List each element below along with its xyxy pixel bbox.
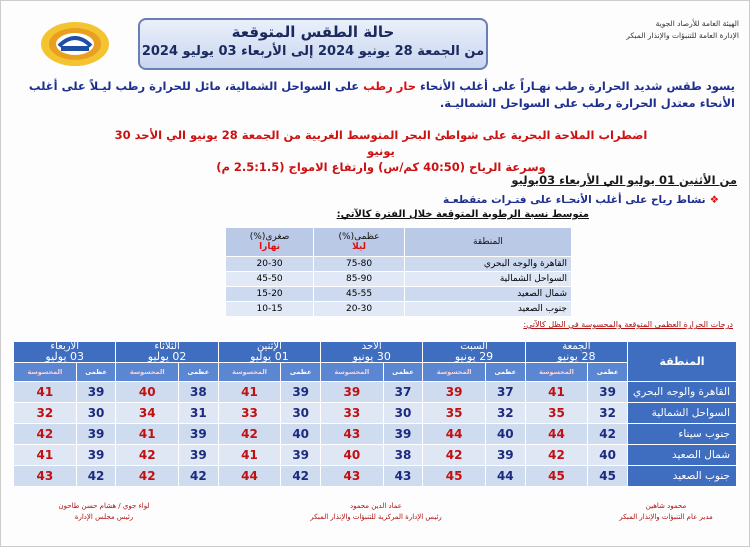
humidity-min: 20-30 [226,257,314,272]
temperature-region: السواحل الشمالية [628,403,737,424]
summary-part2: حار رطب [363,79,416,93]
table-row [226,257,572,272]
felt-label: المحسوسة [423,363,486,382]
humidity-region: جنوب الصعيد [404,302,571,317]
day-date: 03 يوليو [45,350,85,363]
max-temp: 42 [178,466,218,487]
max-temp: 42 [281,466,321,487]
felt-temp: 42 [116,466,179,487]
felt-temp: 45 [525,466,588,487]
felt-temp: 44 [525,424,588,445]
max-temp: 30 [383,403,423,424]
felt-label: المحسوسة [525,363,588,382]
temperature-col-region: المنطقة [628,342,737,382]
temperature-region: شمال الصعيد [628,445,737,466]
humidity-col-min: صغرى(%) نهارا [226,228,314,257]
table-row [14,382,737,403]
day-name: الجمعة [562,341,591,352]
table-row [14,403,737,424]
temperature-region: القاهرة والوجه البحري [628,382,737,403]
felt-temp: 42 [525,445,588,466]
marine-line1: اضطراب الملاحة البحرية على شواطئ البحر المتوسط الغربية من الجمعة 28 يونيو الي الأحد 30 يونيو [114,128,648,158]
max-temp: 37 [383,382,423,403]
forecast-period: من الجمعة 28 يونيو 2024 إلى الأربعاء 03 يوليو 2024 [141,44,485,59]
wind-bullet-text: نشاط رياح على أغلب الأنحـاء على فتـرات متقطعـة [442,194,706,206]
felt-temp: 41 [14,382,77,403]
max-temp: 32 [485,403,525,424]
summary-part3: على السواحل الشمالية، [220,79,364,93]
max-temp: 37 [485,382,525,403]
felt-temp: 43 [14,466,77,487]
felt-temp: 34 [116,403,179,424]
humidity-max: 85-90 [314,272,405,287]
humidity-region: شمال الصعيد [404,287,571,302]
signature-chairman [29,501,179,523]
max-temp: 40 [588,445,628,466]
felt-temp: 42 [423,445,486,466]
signature-title: رئيس الإدارة المركزية للتنبؤات والإنذار المبكر [310,513,442,521]
humidity-min: 45-50 [226,272,314,287]
signature-central-admin [256,501,496,523]
felt-temp: 41 [218,382,281,403]
signature-title: مدير عام التنبؤات والإنذار المبكر [619,513,713,521]
max-temp: 39 [485,445,525,466]
table-row [14,466,737,487]
signature-name: لواء جوي / هشام حسن طاحون [58,502,150,510]
felt-temp: 39 [423,382,486,403]
humidity-max: 75-80 [314,257,405,272]
page-title: حالة الطقس المتوقعة [231,23,395,41]
day-name: الأحد [361,341,382,352]
max-label: عظمى [383,363,423,382]
day-header [321,342,423,363]
max-label: عظمى [178,363,218,382]
day-date: 02 يوليو [147,350,187,363]
max-temp: 39 [76,424,116,445]
table-row [226,302,572,317]
felt-temp: 39 [321,382,384,403]
table-row [226,272,572,287]
felt-temp: 42 [218,424,281,445]
felt-temp: 33 [321,403,384,424]
max-temp: 38 [178,382,218,403]
org-department: الإدارة العامة للتنبؤات والإنذار المبكر [626,31,739,40]
max-temp: 39 [588,382,628,403]
felt-temp: 41 [525,382,588,403]
day-header [218,342,320,363]
max-temp: 30 [281,403,321,424]
day-date: 28 يونيو [557,350,596,363]
felt-temp: 35 [423,403,486,424]
max-temp: 39 [178,424,218,445]
felt-temp: 42 [116,445,179,466]
organization-block [599,18,739,42]
felt-label: المحسوسة [321,363,384,382]
summary-part1: يسود طقس شديد الحرارة رطب نهـاراً على أغلب الأنحاء [415,79,735,93]
max-label: عظمى [281,363,321,382]
felt-temp: 44 [423,424,486,445]
humidity-col-region: المنطقة [404,228,571,257]
max-temp: 32 [588,403,628,424]
summary-part5: معتدل الحرارة رطب على السواحل الشماليـة. [439,96,700,110]
felt-temp: 43 [321,424,384,445]
humidity-min: 10-15 [226,302,314,317]
header-box [138,18,488,70]
max-temp: 44 [485,466,525,487]
felt-temp: 41 [14,445,77,466]
day-header [525,342,627,363]
day-date: 01 يوليو [250,350,289,363]
max-temp: 40 [281,424,321,445]
temperature-title: درجات الحرارة العظمى المتوقعة والمحسوسة في الظل كالآتي: [523,320,733,329]
temperature-region: جنوب الصعيد [628,466,737,487]
humidity-title: متوسط نسبة الرطوبة المتوقعة خلال الفترة كالآتي: [336,209,589,220]
org-name: الهيئة العامة للأرصاد الجوية [655,19,739,28]
max-temp: 39 [281,382,321,403]
max-temp: 39 [281,445,321,466]
humidity-region: السواحل الشمالية [404,272,571,287]
felt-temp: 35 [525,403,588,424]
table-row [14,424,737,445]
max-temp: 42 [588,424,628,445]
max-label: عظمى [588,363,628,382]
max-temp: 39 [383,424,423,445]
felt-temp: 32 [14,403,77,424]
max-temp: 39 [76,445,116,466]
day-name: الثلاثاء [154,341,180,352]
felt-temp: 45 [423,466,486,487]
max-temp: 39 [76,382,116,403]
max-label: عظمى [485,363,525,382]
max-temp: 38 [383,445,423,466]
day-name: الإثنين [256,341,282,352]
signature-name: محمود شاهين [645,502,687,510]
day-header [14,342,116,363]
days-header-row [14,342,737,363]
day-header [423,342,525,363]
humidity-col-max: عظمى(%) ليلا [314,228,405,257]
felt-temp: 40 [116,382,179,403]
felt-label: المحسوسة [14,363,77,382]
max-label: عظمى [76,363,116,382]
max-temp: 40 [485,424,525,445]
felt-temp: 42 [14,424,77,445]
day-date: 30 يونيو [352,350,391,363]
humidity-max: 45-55 [314,287,405,302]
max-temp: 42 [76,466,116,487]
felt-label: المحسوسة [218,363,281,382]
subperiod-heading: من الأثنين 01 يوليو الي الأربعاء 03يوليو [511,173,737,187]
humidity-min: 15-20 [226,287,314,302]
temperature-table [13,341,737,487]
table-row [14,445,737,466]
max-temp: 30 [76,403,116,424]
humidity-max: 20-30 [314,302,405,317]
humidity-table [225,227,572,317]
marine-line2: وسرعة الرياح (40:50 كم/س) وارتفاع الامواج (2.5:1.5 م) [216,160,546,174]
day-header [116,342,218,363]
max-temp: 43 [383,466,423,487]
day-name: الأربعاء [50,341,80,352]
signature-name: عماد الدين محمود [349,502,402,510]
felt-label: المحسوسة [116,363,179,382]
felt-temp: 40 [321,445,384,466]
weather-summary [10,78,735,112]
felt-temp: 44 [218,466,281,487]
marine-warning [101,127,661,175]
table-row [226,287,572,302]
signature-forecast-director [596,501,736,523]
day-name: السبت [460,341,488,352]
felt-temp: 43 [321,466,384,487]
felt-temp: 41 [218,445,281,466]
humidity-header-row [226,228,572,257]
ema-logo [39,20,111,68]
max-temp: 39 [178,445,218,466]
summary-part4: مائل للحرارة رطب ليـلاً على أغلب الأنحاء [28,79,735,110]
max-temp: 31 [178,403,218,424]
wind-bullet [443,194,719,206]
day-date: 29 يونيو [454,350,494,363]
humidity-region: القاهرة والوجه البحري [404,257,571,272]
bullet-icon: ❖ [709,194,719,206]
max-temp: 45 [588,466,628,487]
signature-title: رئيس مجلس الإدارة [74,513,134,521]
temperature-region: جنوب سيناء [628,424,737,445]
felt-temp: 41 [116,424,179,445]
felt-temp: 33 [218,403,281,424]
